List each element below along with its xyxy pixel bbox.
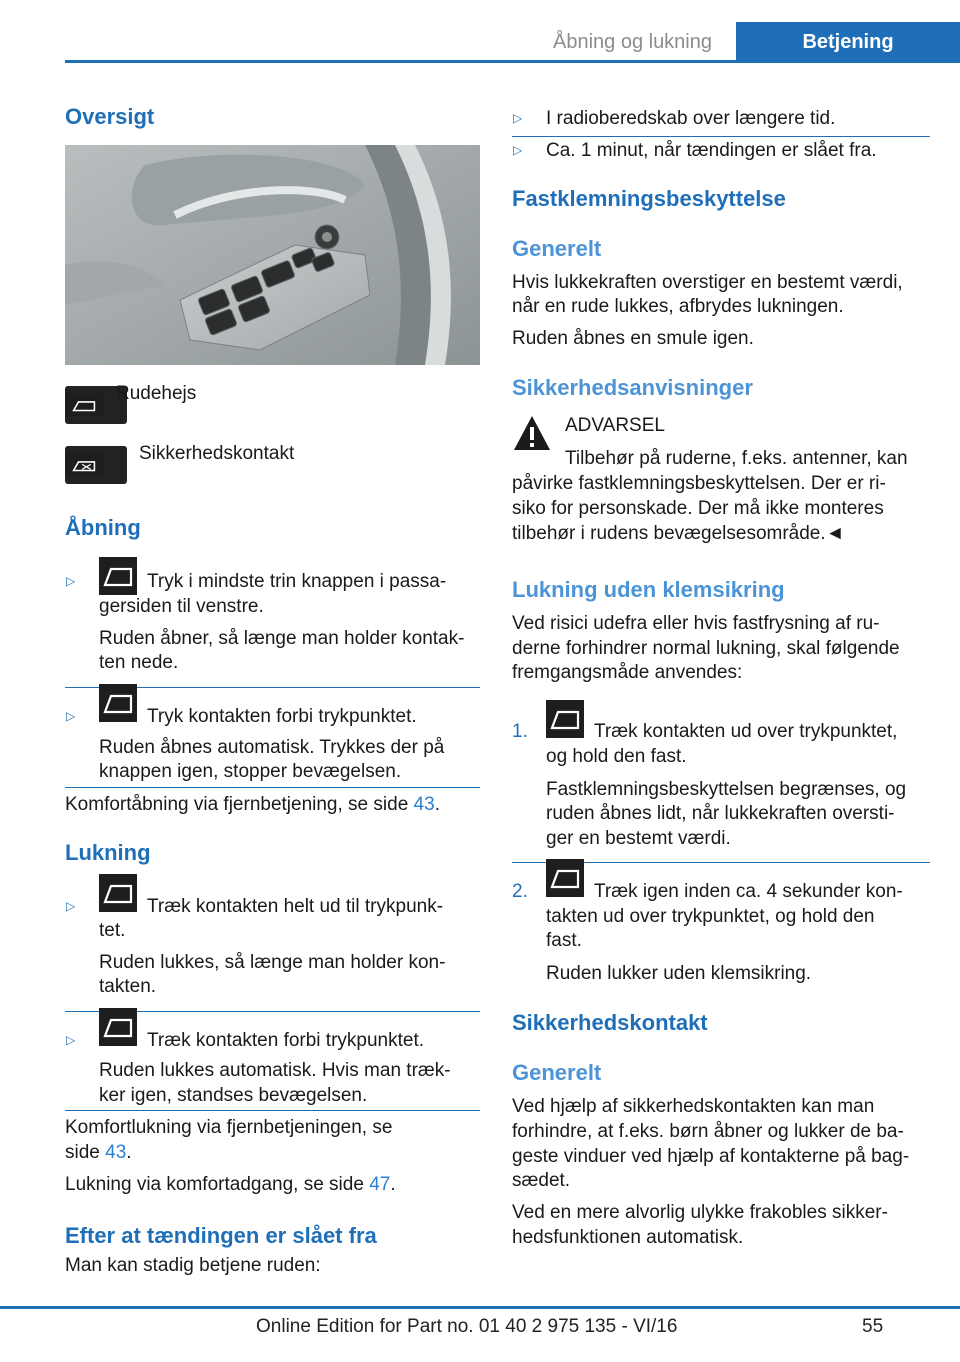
heading-lukning-uden-klemsikring: Lukning uden klemsikring [512, 577, 785, 602]
bullet-triangle-icon: ▷ [66, 899, 76, 913]
text-line: tet. [99, 920, 126, 941]
text-line: påvirke fastklemningsbeskyttelsen. Der er ri- [512, 473, 886, 494]
text-line: knappen igen, stopper bevægelsen. [99, 761, 402, 782]
legend-rudehejs: Rudehejs [116, 383, 197, 404]
window-switch-icon [546, 700, 584, 738]
text-line: og hold den fast. [546, 746, 687, 767]
footer-rule [0, 1306, 960, 1309]
text-line: hedsfunktionen automatisk. [512, 1227, 744, 1248]
step-number: 2. [512, 881, 528, 902]
header-rule [65, 60, 960, 63]
text-line: forhindre, at f.eks. børn åbner og lukker de ba- [512, 1121, 904, 1142]
bullet-triangle-icon: ▷ [66, 574, 76, 588]
text-line: ruden åbnes lidt, når lukkekraften oversti- [546, 803, 895, 824]
text-line: når en rude lukkes, afbrydes lukningen. [512, 296, 844, 317]
page-link-47[interactable]: 47 [369, 1174, 391, 1195]
text-line: takten ud over trykpunktet, og hold den [546, 906, 875, 927]
page-link-43[interactable]: 43 [105, 1142, 127, 1163]
text-line: Ruden lukkes automatisk. Hvis man træk- [99, 1060, 451, 1081]
text-line: Hvis lukkekraften overstiger en bestemt værdi, [512, 272, 903, 293]
window-switch-icon [99, 684, 137, 722]
text-line: Træk igen inden ca. 4 sekunder kon- [594, 881, 903, 902]
page-link-43[interactable]: 43 [413, 794, 435, 815]
warning-triangle-icon [512, 414, 552, 454]
text-line: Ruden åbnes en smule igen. [512, 328, 754, 349]
text-line: siko for personskade. Der må ikke monteres [512, 498, 884, 519]
text-line: fast. [546, 930, 582, 951]
heading-efter-taending: Efter at tændingen er slået fra [65, 1223, 377, 1248]
text-line: I radioberedskab over længere tid. [546, 108, 836, 129]
heading-sikkerhedskontakt: Sikkerhedskontakt [512, 1010, 708, 1035]
heading-fastklemning: Fastklemningsbeskyttelse [512, 186, 786, 211]
text-line: Komfortlukning via fjernbetjeningen, se [65, 1117, 393, 1138]
text-line: derne forhindrer normal lukning, skal følgende [512, 638, 900, 659]
text-line: ten nede. [99, 652, 179, 673]
text-line: Ruden åbner, så længe man holder kontak- [99, 628, 465, 649]
page-number: 55 [862, 1316, 884, 1337]
warning-label: ADVARSEL [565, 415, 665, 436]
text-line: Ruden åbnes automatisk. Trykkes der på [99, 737, 445, 758]
text-line: Tryk kontakten forbi trykpunktet. [147, 706, 417, 727]
text-line: Træk kontakten helt ud til trykpunk- [147, 896, 444, 917]
text-line: ker igen, standses bevægelsen. [99, 1085, 368, 1106]
text-line: Ruden lukkes, så længe man holder kon- [99, 952, 446, 973]
window-switch-icon [99, 1008, 137, 1046]
heading-generelt-1: Generelt [512, 236, 602, 261]
footer-edition: Online Edition for Part no. 01 40 2 975 135 - VI/16 [256, 1316, 678, 1337]
safety-switch-icon [65, 446, 127, 484]
heading-abning: Åbning [65, 515, 141, 540]
text-line: fremgangsmåde anvendes: [512, 662, 743, 683]
text-line: Ruden lukker uden klemsikring. [546, 963, 812, 984]
text-line: Ved en mere alvorlig ulykke frakobles sikker- [512, 1202, 888, 1223]
step-number: 1. [512, 721, 528, 742]
heading-lukning: Lukning [65, 840, 151, 865]
text-line: Ved risici udefra eller hvis fastfrysning af ru- [512, 613, 880, 634]
bullet-triangle-icon: ▷ [513, 143, 523, 157]
window-switch-icon [99, 557, 137, 595]
text-line: Fastklemningsbeskyttelsen begrænses, og [546, 779, 907, 800]
heading-oversigt: Oversigt [65, 104, 155, 129]
text-line: ger en bestemt værdi. [546, 828, 731, 849]
text-line: Tilbehør på ruderne, f.eks. antenner, kan [565, 448, 908, 469]
list-separator [65, 787, 480, 788]
text-line: Man kan stadig betjene ruden: [65, 1255, 321, 1276]
bullet-triangle-icon: ▷ [66, 709, 76, 723]
text-line: geste vinduer ved hjælp af kontakterne på bag- [512, 1146, 910, 1167]
text-line: tilbehør i rudens bevægelsesområde.◄ [512, 523, 845, 544]
text-line: Træk kontakten forbi trykpunktet. [147, 1030, 425, 1051]
heading-sikkerhedsanvisninger: Sikkerhedsanvisninger [512, 375, 753, 400]
window-switch-icon [546, 859, 584, 897]
text-line: Ca. 1 minut, når tændingen er slået fra. [546, 140, 877, 161]
text-line: Ved hjælp af sikkerhedskontakten kan man [512, 1096, 875, 1117]
bullet-triangle-icon: ▷ [66, 1033, 76, 1047]
bullet-triangle-icon: ▷ [513, 111, 523, 125]
comfort-closing-ref: side 43. [65, 1142, 132, 1163]
header-chapter-tab: Betjening [736, 22, 960, 62]
comfort-opening-text: Komfortåbning via fjernbetjening, se side 43. [65, 794, 440, 815]
door-switch-photo [65, 145, 480, 365]
text-line: Tryk i mindste trin knappen i passa- [147, 571, 447, 592]
list-separator [65, 1110, 480, 1111]
list-separator [512, 136, 930, 137]
comfort-access-ref: Lukning via komfortadgang, se side 47. [65, 1174, 396, 1195]
header-section-title: Åbning og lukning [552, 31, 712, 53]
text-line: gersiden til venstre. [99, 596, 264, 617]
text-line: takten. [99, 976, 157, 997]
window-switch-icon [99, 874, 137, 912]
legend-sikkerhedskontakt: Sikkerhedskontakt [139, 443, 295, 464]
text-line: sædet. [512, 1170, 571, 1191]
heading-generelt-2: Generelt [512, 1060, 602, 1085]
text-line: Træk kontakten ud over trykpunktet, [594, 721, 898, 742]
